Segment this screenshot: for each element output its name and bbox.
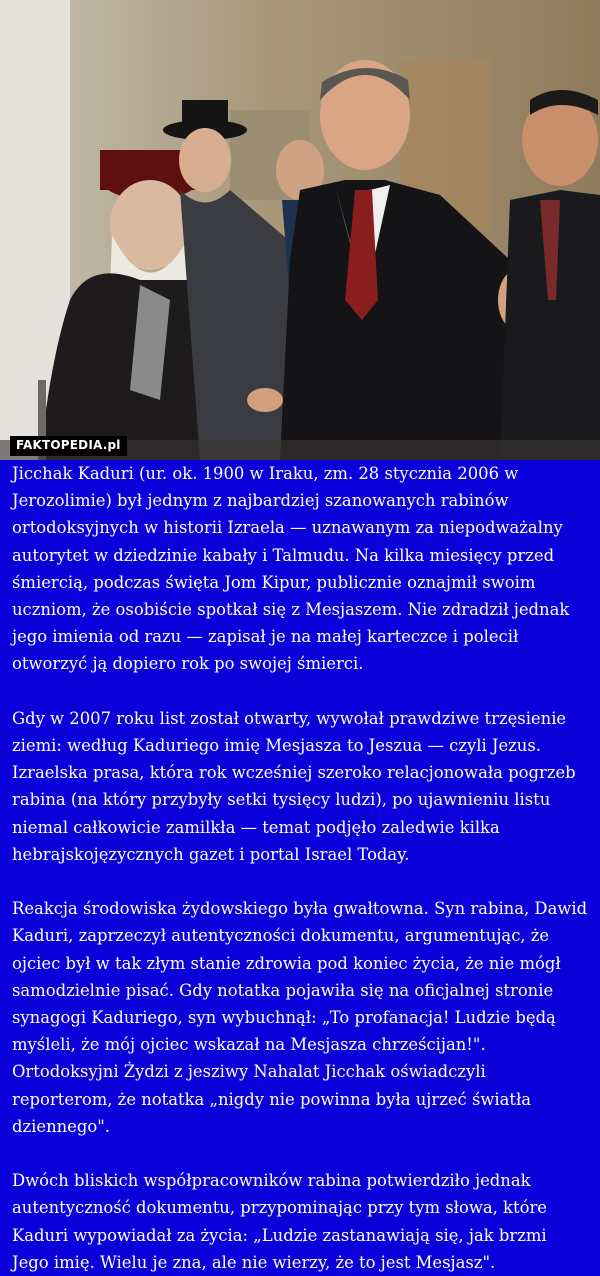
article-paragraph: Jicchak Kaduri (ur. ok. 1900 w Iraku, zm. 28 stycznia 2006 w Jerozolimie) był jednym z najbardziej szanowanych rabinów ortodoksyjnych w historii Izraela — uznawanym za niepodważalny autorytet w dziedzinie kabały i Talmudu. Na kilka miesięcy przed śmiercią, podczas święta Jom Kipur, publicznie oznajmił swoim uczniom, że osobiście spotkał się z Mesjaszem. Nie zdradził jednak jego imienia od razu — zapisał je na małej karteczce i polecił otworzyć ją dopiero rok po swojej śmierci. <box>12 464 570 674</box>
watermark-logo: FAKTOPEDIA.pl <box>10 436 127 456</box>
article-paragraph: Gdy w 2007 roku list został otwarty, wywołał prawdziwe trzęsienie ziemi: według Kaduriego imię Mesjasza to Jeszua — czyli Jezus. Izraelska prasa, która rok wcześniej szeroko relacjonowała pogrzeb rabina (na który przybyły setki tysięcy ludzi), po ujawnieniu listu niemal całkowicie zamilkła — temat podjęło zaledwie kilka hebrajskojęzycznych gazet i portal Israel Today. <box>12 708 576 864</box>
news-photo <box>0 0 600 460</box>
article-body <box>0 460 600 1276</box>
photo-illustration <box>0 0 600 460</box>
article-paragraph: Reakcja środowiska żydowskiego była gwałtowna. Syn rabina, Dawid Kaduri, zaprzeczył autentyczności dokumentu, argumentując, że ojciec był w tak złym stanie zdrowia pod koniec życia, że nie mógł samodzielnie pisać. Gdy notatka pojawiła się na oficjalnej stronie synagogi Kaduriego, syn wybuchnął: „To profanacja! Ludzie będą myśleli, że mój ojciec wskazał na Mesjasza chrześcijan!". Ortodoksyjni Żydzi z jesziwy Nahalat Jicchak oświadczyli reporterom, że notatka „nigdy nie powinna była ujrzeć światła dziennego". <box>12 899 588 1136</box>
article-paragraph: Dwóch bliskich współpracowników rabina potwierdziło jednak autentyczność dokumentu, przypominając przy tym słowa, które Kaduri wypowiadał za życia: „Ludzie zastanawiają się, jak brzmi Jego imię. Wielu je zna, ale nie wierzy, że to jest Mesjasz". <box>12 1171 547 1272</box>
